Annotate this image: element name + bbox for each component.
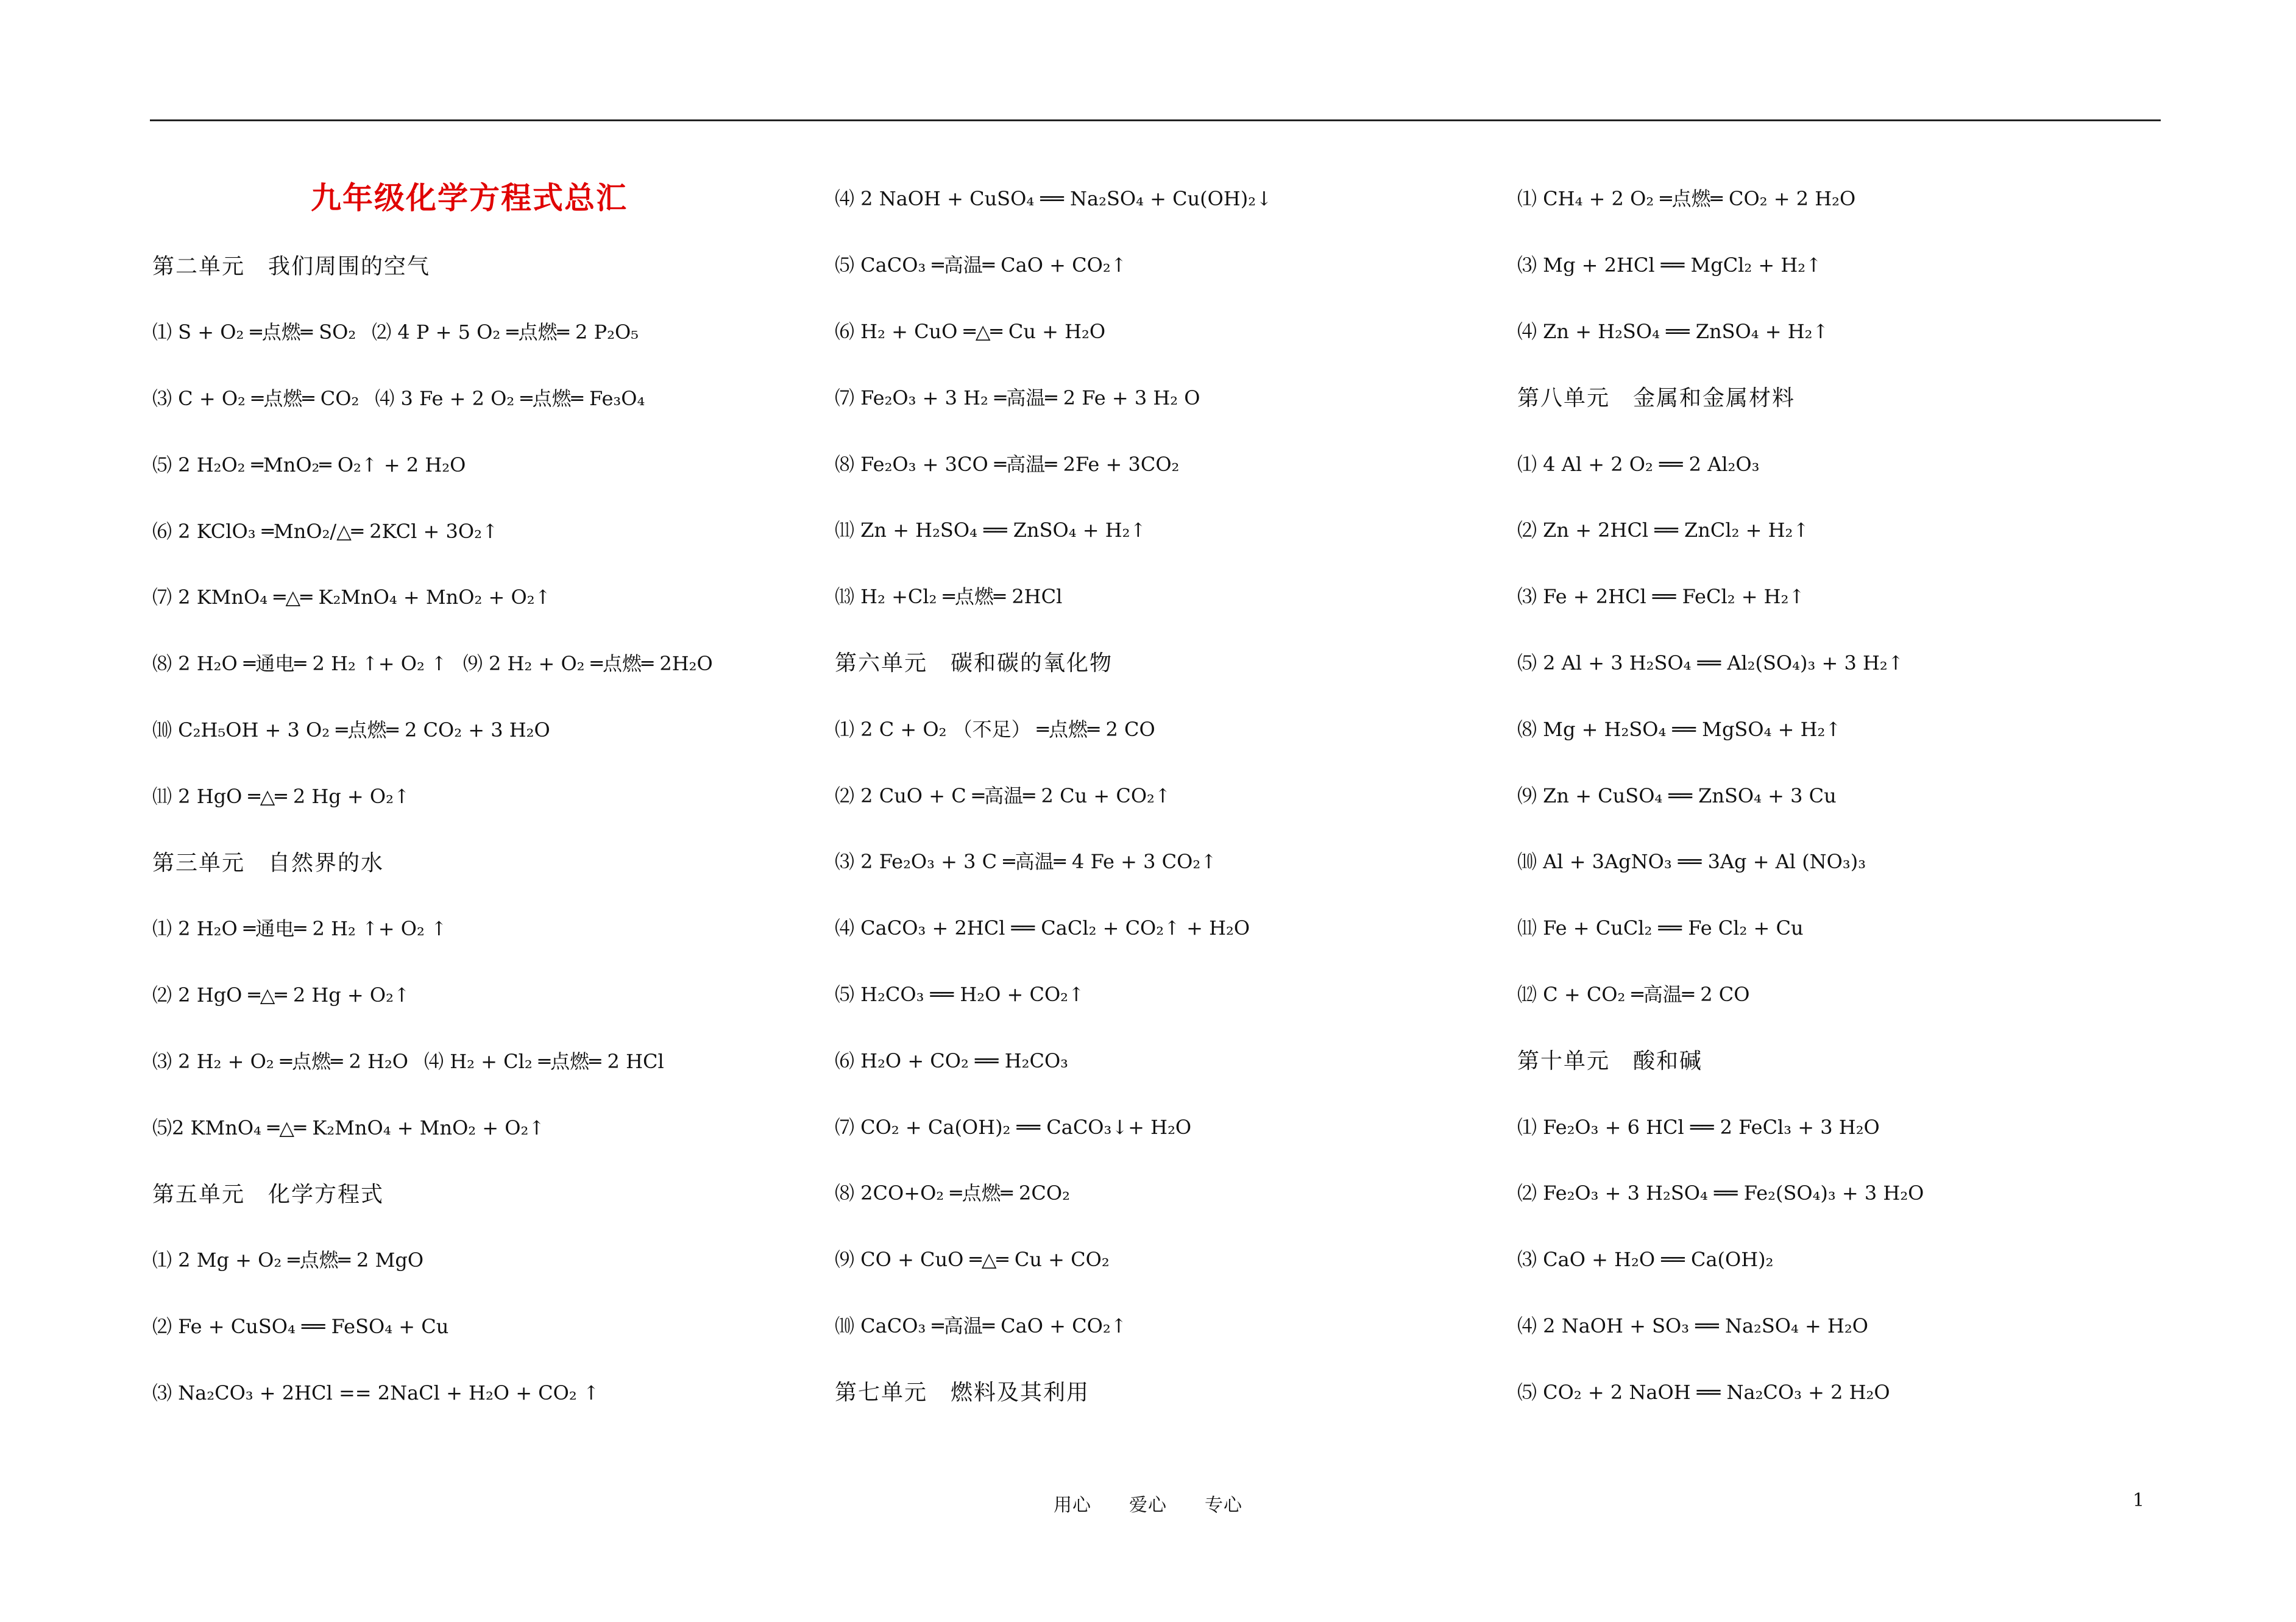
equation-row [835, 231, 1493, 297]
section-heading: 第十单元 酸和碱 [1517, 1049, 1703, 1074]
equation-row [1517, 960, 2175, 1027]
section-heading: 第八单元 金属和金属材料 [1517, 386, 1796, 411]
column-2-rows [835, 165, 1493, 1424]
equation-text: ⑽ CaCO₃ ═高温═ CaO + CO₂↑ [835, 1314, 1127, 1337]
column-3 [1517, 165, 2175, 1424]
equation-text: ⑿ C + CO₂ ═高温═ 2 CO [1517, 982, 1750, 1006]
equation-text: ⑾ Fe + CuCl₂ ══ Fe Cl₂ + Cu [1517, 916, 1804, 940]
equation-text: ⑵ Zn + 2HCl ══ ZnCl₂ + H₂↑ [1517, 519, 1810, 542]
equation-row [152, 1292, 810, 1359]
section-heading: 第三单元 自然界的水 [152, 851, 384, 876]
equation-row [1517, 1225, 2175, 1292]
equation-row [1517, 1159, 2175, 1225]
equation-row [835, 430, 1493, 496]
section-heading: 第二单元 我们周围的空气 [152, 253, 431, 279]
column-2 [835, 165, 1493, 1424]
equation-text: ⑹ H₂O + CO₂ ══ H₂CO₃ [835, 1049, 1069, 1072]
equation-row [835, 1159, 1493, 1225]
equation-row [1517, 165, 2175, 231]
equation-row [152, 894, 810, 961]
equation-text: ⑻ Mg + H₂SO₄ ══ MgSO₄ + H₂↑ [1517, 717, 1842, 741]
equation-text: ⑵ 4 P + 5 O₂ ═点燃═ 2 P₂O₅ [372, 321, 639, 344]
equation-text: ⑴ 2 H₂O ═通电═ 2 H₂ ↑+ O₂ ↑ [152, 917, 447, 941]
equation-text: ⑵ 2 CuO + C ═高温═ 2 Cu + CO₂↑ [835, 784, 1171, 807]
equation-text: ⑵ Fe₂O₃ + 3 H₂SO₄ ══ Fe₂(SO₄)₃ + 3 H₂O [1517, 1181, 1924, 1205]
column-3-rows [1517, 165, 2175, 1424]
equation-row [1517, 231, 2175, 297]
equation-row [1517, 297, 2175, 364]
equation-text: ⑷ 3 Fe + 2 O₂ ═点燃═ Fe₃O₄ [375, 386, 645, 410]
equation-row [1517, 430, 2175, 496]
equation-text: ⑷ H₂ + Cl₂ ═点燃═ 2 HCl [424, 1049, 664, 1073]
equation-row [835, 1292, 1493, 1358]
equation-row [152, 762, 810, 828]
section-heading: 第五单元 化学方程式 [152, 1182, 384, 1208]
equation-row [152, 563, 810, 629]
equation-row [835, 695, 1493, 761]
equation-text: ⑾ Zn + H₂SO₄ ══ ZnSO₄ + H₂↑ [835, 519, 1147, 542]
equation-text: ⑴ 4 Al + 2 O₂ ══ 2 Al₂O₃ [1517, 452, 1760, 476]
equation-text: ⑶ Fe + 2HCl ══ FeCl₂ + H₂↑ [1517, 585, 1805, 609]
equation-text: ⑶ Na₂CO₃ + 2HCl == 2NaCl + H₂O + CO₂ ↑ [152, 1381, 600, 1404]
equation-text: ⑺ Fe₂O₃ + 3 H₂ ═高温═ 2 Fe + 3 H₂ O [835, 386, 1200, 409]
equation-row [152, 1027, 810, 1094]
footer-text: 用心 爱心 专心 [1054, 1495, 1242, 1516]
equation-row [835, 165, 1493, 231]
equation-text: ⑽ Al + 3AgNO₃ ══ 3Ag + Al (NO₃)₃ [1517, 850, 1866, 874]
equation-text: ⑴ Fe₂O₃ + 6 HCl ══ 2 FeCl₃ + 3 H₂O [1517, 1115, 1880, 1139]
equation-text: ⑸ 2 H₂O₂ ═MnO₂═ O₂↑ + 2 H₂O [152, 453, 466, 476]
equation-text: ⑼ 2 H₂ + O₂ ═点燃═ 2H₂O [462, 652, 713, 676]
equation-text: ⑸2 KMnO₄ ═△═ K₂MnO₄ + MnO₂ + O₂↑ [152, 1116, 545, 1139]
equation-text: ⑷ Zn + H₂SO₄ ══ ZnSO₄ + H₂↑ [1517, 319, 1829, 343]
equation-row [835, 363, 1493, 430]
equation-text: ⑻ 2 H₂O ═通电═ 2 H₂ ↑+ O₂ ↑ [152, 652, 447, 676]
equation-text: ⑴ 2 Mg + O₂ ═点燃═ 2 MgO [152, 1248, 424, 1272]
equation-text: ⒀ H₂ +Cl₂ ═点燃═ 2HCl [835, 585, 1063, 609]
equation-text: ⑵ Fe + CuSO₄ ══ FeSO₄ + Cu [152, 1315, 449, 1339]
equation-text: ⑻ 2CO+O₂ ═点燃═ 2CO₂ [835, 1181, 1070, 1205]
equation-text: ⑼ Zn + CuSO₄ ══ ZnSO₄ + 3 Cu [1517, 784, 1837, 807]
equation-row [835, 827, 1493, 894]
equation-row [835, 297, 1493, 364]
equation-text: ⑷ 2 NaOH + CuSO₄ ══ Na₂SO₄ + Cu(OH)₂↓ [835, 187, 1272, 211]
equation-row [835, 761, 1493, 827]
equation-row [1517, 894, 2175, 960]
equation-text: ⑶ CaO + H₂O ══ Ca(OH)₂ [1517, 1248, 1774, 1272]
equation-row [835, 1026, 1493, 1093]
equation-text: ⑴ S + O₂ ═点燃═ SO₂ [152, 321, 356, 344]
equation-text: ⑸ H₂CO₃ ══ H₂O + CO₂↑ [835, 982, 1085, 1006]
equation-text: ⑷ 2 NaOH + SO₃ ══ Na₂SO₄ + H₂O [1517, 1314, 1868, 1337]
equation-row [1517, 1093, 2175, 1159]
equation-row [152, 696, 810, 762]
equation-text: ⑷ CaCO₃ + 2HCl ══ CaCl₂ + CO₂↑ + H₂O [835, 916, 1250, 940]
equation-text: ⑼ CO + CuO ═△═ Cu + CO₂ [835, 1248, 1110, 1272]
equation-text: ⑸ 2 Al + 3 H₂SO₄ ══ Al₂(SO₄)₃ + 3 H₂↑ [1517, 651, 1904, 675]
equation-text: ⑶ Mg + 2HCl ══ MgCl₂ + H₂↑ [1517, 253, 1822, 277]
equation-text: ⑸ CaCO₃ ═高温═ CaO + CO₂↑ [835, 253, 1127, 277]
equation-row [835, 1093, 1493, 1159]
equation-text: ⑹ 2 KClO₃ ═MnO₂/△═ 2KCl + 3O₂↑ [152, 519, 498, 543]
equation-row [1517, 1292, 2175, 1358]
equation-text: ⑶ 2 Fe₂O₃ + 3 C ═高温═ 4 Fe + 3 CO₂↑ [835, 850, 1217, 874]
equation-row [152, 497, 810, 563]
equation-row [152, 629, 810, 696]
equation-row [1517, 1358, 2175, 1424]
equation-row [1517, 629, 2175, 695]
equation-row [1517, 827, 2175, 894]
header-rule [150, 119, 2161, 121]
equation-row [152, 298, 810, 364]
equation-row [835, 496, 1493, 562]
equation-text: ⑸ CO₂ + 2 NaOH ══ Na₂CO₃ + 2 H₂O [1517, 1380, 1890, 1404]
equation-text: ⑺ CO₂ + Ca(OH)₂ ══ CaCO₃↓+ H₂O [835, 1115, 1192, 1139]
equation-text: ⑽ C₂H₅OH + 3 O₂ ═点燃═ 2 CO₂ + 3 H₂O [152, 718, 550, 742]
equation-text: ⑴ 2 C + O₂ （不足） ═点燃═ 2 CO [835, 717, 1155, 741]
equation-text: ⑾ 2 HgO ═△═ 2 Hg + O₂↑ [152, 784, 410, 808]
equation-row [1517, 761, 2175, 827]
equation-row [835, 1225, 1493, 1292]
equation-row [152, 1093, 810, 1160]
equation-text: ⑺ 2 KMnO₄ ═△═ K₂MnO₄ + MnO₂ + O₂↑ [152, 586, 551, 609]
equation-row [1517, 496, 2175, 562]
page-title: 九年级化学方程式总汇 [311, 180, 628, 216]
equation-row [835, 562, 1493, 629]
column-1-rows [152, 232, 810, 1425]
equation-text: ⑻ Fe₂O₃ + 3CO ═高温═ 2Fe + 3CO₂ [835, 452, 1180, 476]
equation-row [1517, 695, 2175, 761]
equation-text: ⑶ C + O₂ ═点燃═ CO₂ [152, 386, 360, 410]
equation-row [152, 364, 810, 431]
equation-text: ⑶ 2 H₂ + O₂ ═点燃═ 2 H₂O [152, 1049, 409, 1073]
equation-text: ⑴ CH₄ + 2 O₂ ═点燃═ CO₂ + 2 H₂O [1517, 187, 1856, 211]
equation-text: ⑵ 2 HgO ═△═ 2 Hg + O₂↑ [152, 983, 410, 1007]
equation-row [152, 961, 810, 1027]
equation-row [152, 1359, 810, 1425]
page-number: 1 [2133, 1490, 2145, 1511]
equation-row [835, 894, 1493, 960]
section-heading: 第七单元 燃料及其利用 [835, 1380, 1090, 1406]
equation-text: ⑹ H₂ + CuO ═△═ Cu + H₂O [835, 319, 1106, 343]
column-1 [152, 165, 810, 1425]
equation-row [152, 430, 810, 497]
equation-row [152, 1226, 810, 1292]
equation-row [835, 960, 1493, 1027]
section-heading: 第六单元 碳和碳的氧化物 [835, 651, 1113, 676]
equation-row [1517, 562, 2175, 629]
